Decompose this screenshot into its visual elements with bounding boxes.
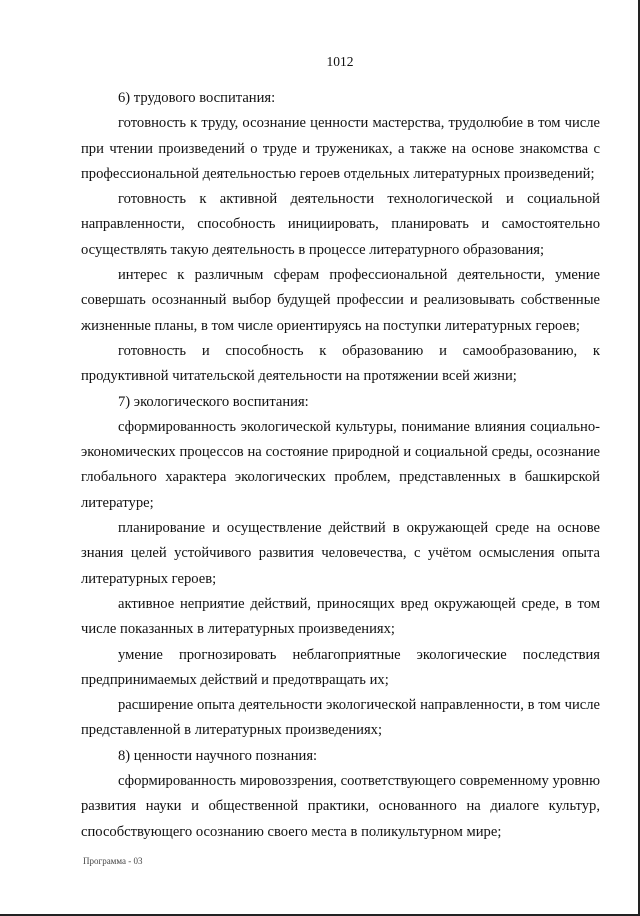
- paragraph: планирование и осуществление действий в окружающей среде на основе знания целей устойчивого развития человечества, с учётом осмысления опыта литературных героев;: [81, 520, 600, 587]
- paragraph: готовность и способность к образованию и самообразованию, к продуктивной читательской деятельности на протяжении всей жизни;: [81, 342, 600, 385]
- footer-program-label: Программа - 03: [83, 856, 143, 866]
- section-heading-labor: 6) трудового воспитания:: [118, 90, 276, 106]
- section-heading-science: 8) ценности научного познания:: [118, 747, 318, 764]
- paragraph: интерес к различным сферам профессиональной деятельности, умение совершать осознанный выбор будущей профессии и реализовывать собственные жизненные планы, в том числе ориентируясь на поступки литературных героев;: [81, 267, 600, 334]
- page-number: 1012: [326, 54, 354, 69]
- paragraph: сформированность экологической культуры, понимание влияния социально-экономических процессов на состояние природной и социальной среды, осознание глобального характера экологических проблем, представленных в башкирской литературе;: [81, 418, 600, 511]
- paragraph: умение прогнозировать неблагоприятные экологические последствия предпринимаемых действий и предотвращать их;: [81, 646, 600, 688]
- paragraph: расширение опыта деятельности экологической направленности, в том числе представленной в литературных произведениях;: [81, 697, 600, 739]
- document-body: [81, 86, 600, 845]
- section-heading-ecology: 7) экологического воспитания:: [118, 393, 309, 410]
- paragraph: готовность к активной деятельности технологической и социальной направленности, способность инициировать, планировать и самостоятельно осуществлять такую деятельность в процессе литературного образования;: [81, 191, 600, 258]
- paragraph: сформированность мировоззрения, соответствующего современному уровню развития науки и общественной практики, основанного на диалоге культур, способствующего осознанию своего места в поликультурном мире;: [81, 773, 600, 840]
- paragraph: активное неприятие действий, приносящих вред окружающей среде, в том числе показанных в литературных произведениях;: [81, 595, 600, 638]
- paragraph: готовность к труду, осознание ценности мастерства, трудолюбие в том числе при чтении произведений о труде и тружениках, а также на основе знакомства с профессиональной деятельностью героев отдельных литературных произведений;: [81, 115, 600, 182]
